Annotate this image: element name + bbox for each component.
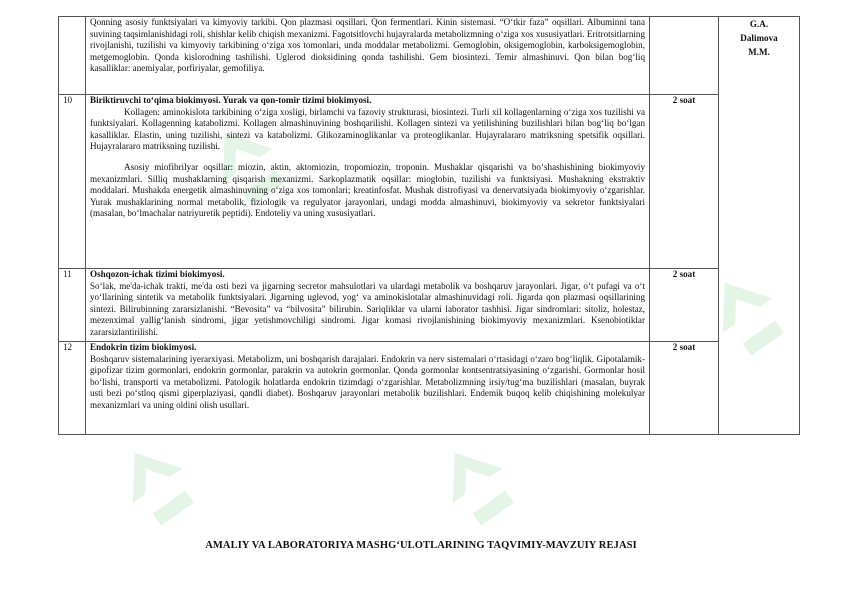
sof-logo-icon	[110, 436, 202, 532]
row-title: Biriktiruvchi to‘qima biokimyosi. Yurak va qon-tomir tizimi biokimyosi.	[90, 95, 372, 105]
table-row	[59, 95, 800, 269]
row-hours	[650, 17, 719, 95]
section-title: AMALIY VA LABORATORIYA MASHG‘ULOTLARINING TAQVIMIY-MAVZUIY REJASI	[205, 540, 637, 551]
row-hours: 2 soat	[650, 95, 719, 269]
row-number: 12	[59, 342, 86, 435]
row-paragraph: Asosiy miofibrilyar oqsillar: miozin, aktin, aktomiozin, tropomiozin, troponin. Mushaklar qisqarishi va bo‘shashishining biokimyoviy mexanizmlari. Silliq mushaklarning qisqarish mexanizmi. Sarkoplazmatik oqsillar: mioglobin, tuzilishi va funktsiyasi. Mushakning ekstraktiv moddalari. Mushakda energetik almashinuvning o‘ziga xos tomonlari; kreatinfosfat. Mushak distrofiyasi va denervatsiyada biokimyoviy o‘zgarishlar. Yurak mushaklarining normal metabolik, fiziologik va regulyator jarayonlari, undagi modda almashinuvi, biokimyoviy va sekretor funktsiyalari (masalan, bo‘lmachalar natriyuretik peptidi). Endoteliy va uning xususiyatlari.	[90, 161, 645, 219]
teacher-line: G.A.	[749, 19, 769, 29]
row-number	[59, 17, 86, 95]
topics-table	[58, 16, 800, 435]
table-row	[59, 269, 800, 342]
sof-logo-icon	[430, 436, 522, 532]
teacher-line: Dalimova	[740, 33, 778, 43]
table-row	[59, 342, 800, 435]
row-content	[86, 342, 650, 435]
row-hours: 2 soat	[650, 269, 719, 342]
row-content	[86, 95, 650, 269]
row-number: 11	[59, 269, 86, 342]
row-number: 10	[59, 95, 86, 269]
teacher-cell	[719, 17, 800, 435]
row-paragraph: Qonning asosiy funktsiyalari va kimyoviy tarkibi. Qon plazmasi oqsillari. Qon fermentlari. Kinin sistemasi. “O‘tkir faza” oqsillari. Albuminni tana suvining taqsimlanishidagi roli, shishlar kelib chiqish mexanizmi. Fagotsitlovchi hujayralarda metabolizmning o‘ziga xos xususiyatlari. Eritrotsitlarning rivojlanishi, tuzilishi va kimyoviy tarkibining o‘ziga xos tomonlari, unda moddalar metabolizmi. Gemoglobin, oksigemoglobin, karboksigemoglobin, metgemoglobin. Qonda kislorodning tashilishi. Uglerod dioksidining qonda tashilishi. Gem biosintezi. Temir almashinuvi. Qon bilan bog‘liq kasalliklar: anemiyalar, porfiriyalar, gemofiliya.	[90, 17, 645, 74]
teacher-line: M.M.	[748, 47, 770, 57]
row-content	[86, 17, 650, 95]
row-paragraph: Boshqaruv sistemalarining iyerarxiyasi. Metabolizm, uni boshqarish darajalari. Endokrin va nerv sistemalari o‘rtasidagi o‘zaro bog‘liqlik. Gipotalamik-gipofizar tizim gormonlari, endokrin gormonlar, parakrin va autokrin gormonlar. Qonda gormonlar kontsentratsiyasining o‘zgarishi. Gormonlar hosil bo‘lishi, transporti va metabolizmi. Patologik holatlarda endokrin tizimdagi o‘zgarishlar. Metabolizmning irsiy/tug‘ma buzilishlari (masalan, buyrak usti bezi po‘stloq qismi giperplaziyasi, qandli diabet). Boshqaruv jarayonlari metabolik buzilishlari. Endemik buqoq kelib chiqishining molekulyar mexanizmlari va uning oldini olish usullari.	[90, 353, 645, 410]
row-title: Endokrin tizim biokimyosi.	[90, 342, 197, 352]
row-paragraph: So‘lak, me'da-ichak trakti, me'da osti bezi va jigarning secretor mahsulotlari va ulardagi metabolik va boshqaruv jarayonlari. Jigar, o‘t pufagi va o‘t yo‘llarining sintetik va metabolik funktsiyalari. Jigarning uglevod, yog‘ va aminokislotalar almashinuvidagi roli. Jigarda qon plazmasi oqsillarining sintezi. Bilirubinning zararsizlanishi. “Bevosita” va “bilvosita” bilirubin. Sariqliklar va ularni laborator tashhisi. Jigar sindromlari: sitoliz, holestaz, mezenximal yallig‘lanish sindromi, jigar yetishmovchiligi sindromi. Jigar komasi rivojlanishining biokimyoviy mexanizmlari. Ksenobiotiklar zararsizlantirilishi.	[90, 280, 645, 337]
row-paragraph: Kollagen: aminokislota tarkibining o‘ziga xosligi, birlamchi va fazoviy strukturasi, biosintezi. Turli xil kollagenlarning o‘ziga xos tuzilishi va funktsiyalari. Kollagenning katabolizmi. Kollagen almashinuvining boshqarilishi. Kollagen sintezi va yetilishining buzilishlari bilan bog‘liq bo‘lgan kasalliklar. Elastin, uning tuzilishi, sintezi va katabolizmi. Glikozaminoglikanlar va proteoglikanlar. Hujayralararo matriksning spetsifik oqsillari. Hujayralararo matriksning tuzilishi.	[90, 106, 645, 152]
row-hours: 2 soat	[650, 342, 719, 435]
row-title: Oshqozon-ichak tizimi biokimyosi.	[90, 269, 225, 279]
row-content	[86, 269, 650, 342]
table-row	[59, 17, 800, 95]
